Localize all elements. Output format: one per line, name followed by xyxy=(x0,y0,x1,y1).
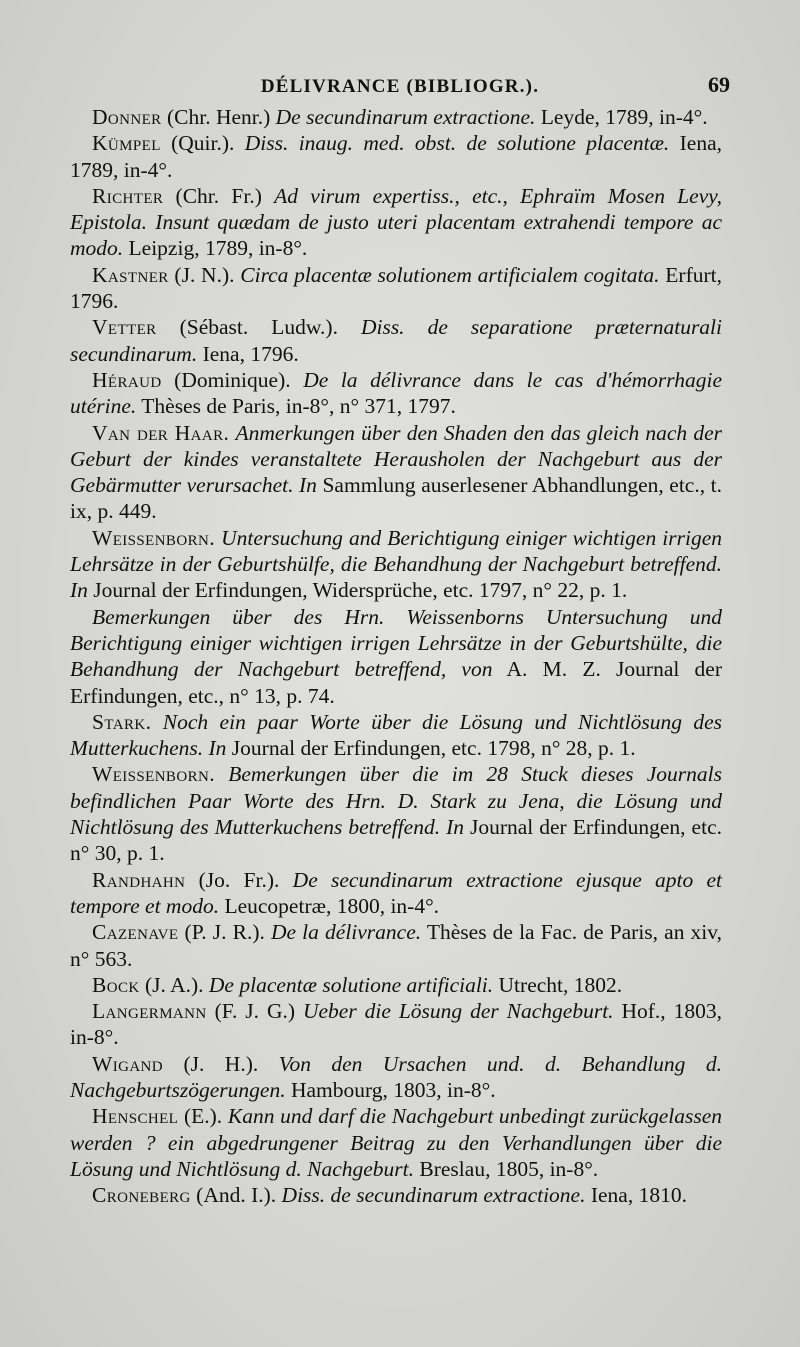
bibliography-entry xyxy=(70,183,722,262)
entry-title: Kann und darf die Nachgeburt unbedingt zurückgelassen werden ? ein abgedrungener Beitrag zu den Verhandlungen über die Lösung und Nichtlösung d. Nachgeburt. xyxy=(70,1104,722,1181)
entry-author: Stark. xyxy=(92,709,152,734)
entry-details: (Sébast. Ludw.). xyxy=(156,315,361,340)
bibliography-list xyxy=(70,104,722,1208)
bibliography-entry xyxy=(70,919,722,972)
entry-title: Anmerkungen über den Shaden den das gleich nach der Geburt der kindes veranstaltete Herausholen der Nachgeburt aus der Gebärmutter verursachet. In xyxy=(70,420,723,498)
entry-details: (Chr. Henr.) xyxy=(161,105,276,129)
bibliography-entry xyxy=(70,761,722,866)
entry-imprint: Iena, 1810. xyxy=(585,1183,687,1208)
entry-details: (J. H.). xyxy=(163,1051,279,1076)
entry-author: Langermann xyxy=(92,999,207,1024)
entry-details xyxy=(215,762,228,786)
bibliography-entry xyxy=(70,420,722,525)
bibliography-entry xyxy=(70,972,722,998)
entry-title: Bemerkungen über die im 28 Stuck dieses Journals befindlichen Paar Worte des Hrn. D. Stark zu Jena, die Lösung und Nichtlösung des Mutterkuchens betreffend. In xyxy=(70,762,723,840)
entry-imprint: Leipzig, 1789, in-8°. xyxy=(123,236,308,261)
bibliography-entry xyxy=(70,262,722,315)
entry-imprint: Leyde, 1789, in-4°. xyxy=(535,105,708,129)
entry-title: Diss. de separatione præternaturali secundinarum. xyxy=(70,315,723,366)
entry-title: De secundinarum extractione ejusque apto et tempore et modo. xyxy=(70,867,723,918)
entry-title: Ad virum expertiss., etc., Ephraïm Mosen Levy, Epistola. Insunt quædam de justo uteri placentam extrahendi tempore ac modo. xyxy=(70,183,722,261)
bibliography-entry xyxy=(70,130,722,183)
page-number: 69 xyxy=(708,72,730,97)
entry-imprint: Thèses de la Fac. de Paris, an xiv, n° 563. xyxy=(70,920,723,971)
entry-title: De la délivrance. xyxy=(271,920,422,945)
entry-title: Von den Ursachen und. d. Behandlung d. Nachgeburtszögerungen. xyxy=(70,1051,722,1102)
bibliography-entry xyxy=(70,867,722,920)
entry-imprint: Leucopetræ, 1800, in-4°. xyxy=(219,893,440,918)
entry-imprint: Iena, 1796. xyxy=(197,341,299,366)
entry-author: Kastner xyxy=(92,262,169,287)
entry-title: De secundinarum extractione. xyxy=(275,105,536,129)
entry-details xyxy=(151,710,162,734)
entry-details: (Quir.). xyxy=(160,131,245,156)
entry-author: Weissenborn. xyxy=(92,762,215,787)
entry-details: (J. A.). xyxy=(139,972,209,997)
entry-author: Weissenborn. xyxy=(92,525,215,550)
bibliography-entry xyxy=(70,104,722,130)
entry-title: De la délivrance dans le cas d'hémorrhagie utérine. xyxy=(70,367,722,419)
entry-title: Diss. de secundinarum extractione. xyxy=(281,1183,586,1208)
entry-title: De placentæ solutione artificiali. xyxy=(208,972,494,997)
entry-imprint: Thèses de Paris, in-8°, n° 371, 1797. xyxy=(136,394,456,419)
entry-imprint: Breslau, 1805, in-8°. xyxy=(414,1156,599,1181)
entry-imprint: Journal der Erfindungen, etc. 1798, n° 28, p. 1. xyxy=(226,736,636,761)
entry-author: Van der Haar. xyxy=(92,420,230,445)
entry-title: Bemerkungen über des Hrn. Weissenborns Untersuchung und Berichtigung einiger wichtigen irrigen Lehrsätze in der Geburtshülte, die Behandhung der Nachgeburt betreffend, von xyxy=(70,604,722,682)
bibliography-entry xyxy=(70,709,722,762)
entry-title: Circa placentæ solutionem artificialem cogitata. xyxy=(240,262,660,287)
bibliography-entry xyxy=(70,1182,722,1208)
entry-author: Kümpel xyxy=(92,131,161,156)
bibliography-entry xyxy=(70,367,722,420)
running-head xyxy=(70,72,730,108)
entry-details: (P. J. R.). xyxy=(178,920,271,945)
entry-imprint: Journal der Erfindungen, etc. n° 30, p. 1. xyxy=(70,815,722,866)
entry-title: Noch ein paar Worte über die Lösung und Nichtlösung des Mutterkuchens. In xyxy=(70,709,723,761)
entry-details: (Dominique). xyxy=(161,367,304,392)
bibliography-entry xyxy=(70,998,722,1051)
entry-author: Henschel xyxy=(92,1104,179,1129)
entry-details: (E.). xyxy=(178,1104,228,1129)
entry-imprint: Sammlung auserlesener Abhandlungen, etc., t. ix, p. 449. xyxy=(70,473,722,524)
entry-author: Héraud xyxy=(92,367,162,392)
entry-imprint: Hof., 1803, in-8°. xyxy=(70,999,722,1050)
entry-author: Richter xyxy=(92,183,164,208)
entry-author: Vetter xyxy=(92,315,157,340)
entry-author: Wigand xyxy=(92,1051,164,1076)
entry-details: (And. I.). xyxy=(190,1183,282,1208)
entry-imprint: Erfurt, 1796. xyxy=(70,262,723,314)
entry-title: Untersuchung and Berichtigung einiger wichtigen irrigen Lehrsätze in der Geburtshülfe, die Behandhung der Nachgeburt betreffend. In xyxy=(70,525,722,603)
entry-author: Donner xyxy=(92,105,162,129)
bibliography-entry xyxy=(70,1051,722,1104)
entry-author: Randhahn xyxy=(92,867,186,892)
bibliography-entry xyxy=(70,1103,722,1182)
entry-details: (F. J. G.) xyxy=(206,999,303,1024)
entry-imprint: Iena, 1789, in-4°. xyxy=(70,131,722,182)
entry-author: Bock xyxy=(92,972,140,997)
entry-details: (J. N.). xyxy=(168,262,241,287)
entry-imprint: A. M. Z. Journal der Erfindungen, etc., n° 13, p. 74. xyxy=(70,657,722,708)
entry-author: Croneberg xyxy=(92,1183,191,1208)
bibliography-entry xyxy=(70,314,722,367)
entry-imprint: Hambourg, 1803, in-8°. xyxy=(285,1077,496,1102)
entry-imprint: Utrecht, 1802. xyxy=(493,972,623,997)
entry-imprint: Journal der Erfindungen, Widersprüche, etc. 1797, n° 22, p. 1. xyxy=(87,578,628,603)
bibliography-entry xyxy=(70,604,722,709)
entry-title: Diss. inaug. med. obst. de solutione placentæ. xyxy=(244,131,670,156)
bibliography-entry xyxy=(70,525,722,604)
running-title: DÉLIVRANCE (BIBLIOGR.). xyxy=(260,76,540,97)
entry-title: Ueber die Lösung der Nachgeburt. xyxy=(302,999,614,1024)
entry-details: (Jo. Fr.). xyxy=(185,867,293,892)
entry-details: (Chr. Fr.) xyxy=(163,183,275,208)
entry-author: Cazenave xyxy=(92,920,179,945)
